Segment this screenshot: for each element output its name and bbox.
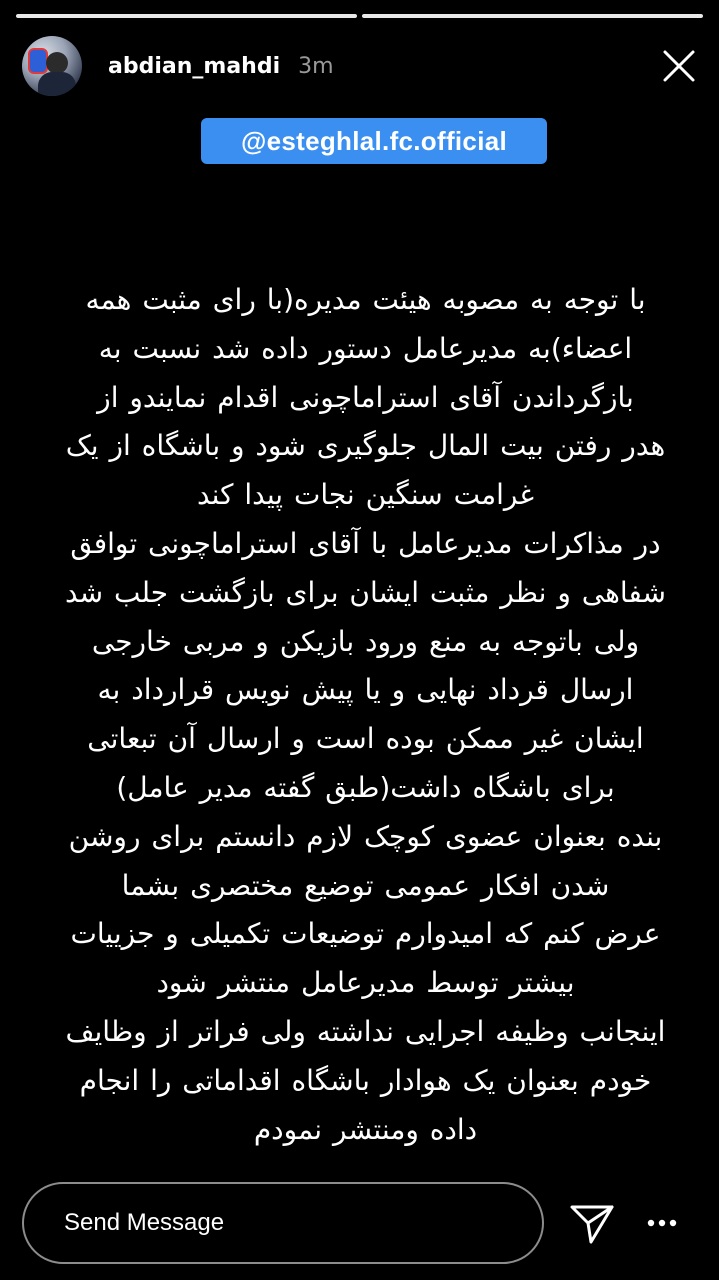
story-text-line: هدر رفتن بیت المال جلوگیری شود و باشگاه از یک xyxy=(65,429,666,463)
more-button[interactable] xyxy=(642,1203,682,1243)
more-dots-icon xyxy=(647,1219,677,1227)
progress-fill-1 xyxy=(16,14,357,18)
close-button[interactable] xyxy=(659,46,699,86)
story-text-line: بازگرداندن آقای استراماچونی اقدام نمایندو از xyxy=(97,380,634,414)
avatar[interactable] xyxy=(22,36,82,96)
send-button[interactable] xyxy=(568,1199,616,1247)
story-text-line: اینجانب وظیفه اجرایی نداشته ولی فراتر از وظایف xyxy=(65,1014,666,1048)
post-time: 3m xyxy=(298,53,334,79)
progress-segment-2 xyxy=(362,14,703,18)
story-text-line: عرض کنم که امیدوارم توضیعات تکمیلی و جزییات xyxy=(70,917,661,951)
story-progress xyxy=(16,14,703,18)
story-footer xyxy=(22,1180,697,1266)
story-text-line: برای باشگاه داشت(طبق گفته مدیر عامل) xyxy=(116,770,615,804)
story-text-line: در مذاکرات مدیرعامل با آقای استراماچونی توافق xyxy=(70,526,661,560)
story-text-line: ارسال قرداد نهایی و یا پیش نویس قرارداد به xyxy=(97,673,634,707)
story-text-line: داده ومنتشر نمودم xyxy=(253,1112,478,1146)
username[interactable]: abdian_mahdi xyxy=(108,53,281,79)
progress-segment-1 xyxy=(16,14,357,18)
story-text-line: ولی باتوجه به منع ورود بازیکن و مربی خارجی xyxy=(91,624,640,658)
progress-fill-2 xyxy=(362,14,703,18)
story-text-line: شدن افکار عمومی توضیع مختصری بشما xyxy=(121,868,610,902)
story-text-line: غرامت سنگین نجات پیدا کند xyxy=(196,478,535,512)
close-icon xyxy=(662,49,696,83)
story-text xyxy=(22,276,709,1154)
send-message-input[interactable] xyxy=(22,1182,544,1264)
story-text-line: بنده بعنوان عضوی کوچک لازم دانستم برای روشن xyxy=(68,819,663,853)
story-text-line: ایشان غیر ممکن بوده است و ارسال آن تبعاتی xyxy=(87,722,644,756)
story-text-line: خودم بعنوان یک هوادار باشگاه اقداماتی را انجام xyxy=(79,1063,652,1097)
story-text-line: بیشتر توسط مدیرعامل منتشر شود xyxy=(156,966,575,1000)
paper-plane-icon xyxy=(569,1200,615,1246)
story-text-line: شفاهی و نظر مثبت ایشان برای بازگشت جلب شد xyxy=(64,575,667,609)
story-text-line: اعضاء)به مدیرعامل دستور داده شد نسبت به xyxy=(98,331,633,365)
avatar-head xyxy=(46,52,68,74)
mention-sticker[interactable]: @esteghlal.fc.official xyxy=(201,118,547,164)
avatar-body xyxy=(38,72,76,96)
club-logo xyxy=(28,48,48,74)
story-text-line: با توجه به مصوبه هیئت مدیره(با رای مثبت همه xyxy=(85,283,646,316)
story-header xyxy=(22,36,699,96)
